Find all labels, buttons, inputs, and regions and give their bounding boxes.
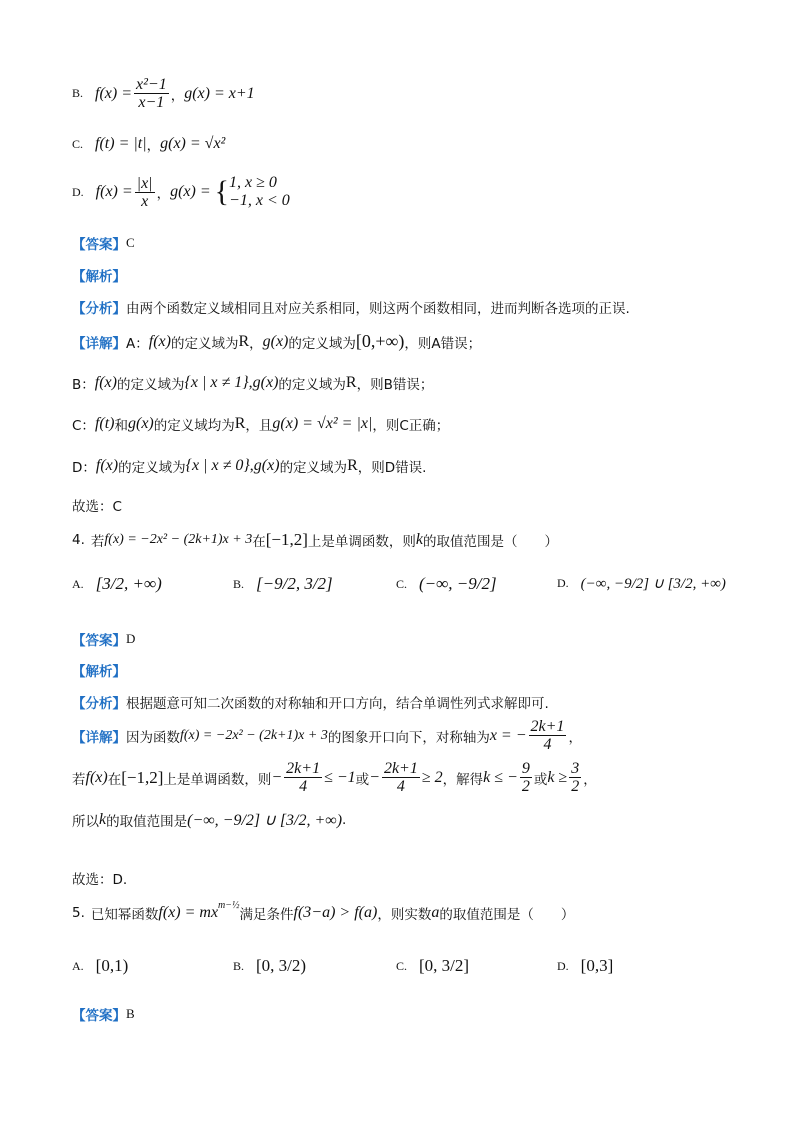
q4-option-a[interactable]: A. [3/2, +∞) bbox=[72, 574, 162, 593]
q4-detail-3: 所以 k 的取值范围是 (−∞, −9/2] ∪ [3/2, +∞) . bbox=[72, 811, 347, 830]
fraction: $\frac{|x|}{x}$ bbox=[136, 174, 153, 210]
q3-detail-b: B： f(x) 的定义域为 {x | x ≠ 1} , g(x) 的定义域为 R ，则B错误； bbox=[72, 374, 434, 393]
fraction: $\frac{\text{x²−1}}{x-1}$ bbox=[136, 76, 167, 111]
q5-option-a[interactable]: A. [0,1) bbox=[72, 956, 129, 975]
q4-option-d[interactable]: D. (−∞, −9/2] ∪ [3/2, +∞) bbox=[557, 576, 726, 592]
q5-answer: 【答案】 B bbox=[72, 1006, 135, 1024]
q4-detail-1: 【详解】 因为函数 f(x) = −2x² − (2k+1)x + 3 的图象开口向下，对称轴为 x = − $\frac{2k+1}{4}$ ， bbox=[72, 718, 582, 753]
q4-detail-2: 若 f(x) 在 [−1,2] 上是单调函数，则 − $\frac{2k+1}{4}$ ≤ −1 或 − $\frac{2k+1}{4}$ ≥ 2 ，解得 k ≤ − $\frac{9}{2}$ 或 k ≥ $\frac{3}{2}$ ， bbox=[72, 760, 597, 795]
q4-option-c[interactable]: C. (−∞, −9/2] bbox=[396, 574, 497, 593]
fraction: $\frac{2k+1}{4}$ bbox=[286, 760, 321, 795]
fraction: $\frac{2k+1}{4}$ bbox=[383, 760, 418, 795]
q3-choice: 故选：C bbox=[72, 499, 122, 515]
q3-analysis-heading: 【解析】 bbox=[72, 269, 126, 285]
q3-detail-c: C： f(t) 和 g(x) 的定义域均为 R ，且 g(x) = √x² = |x| ，则C正确； bbox=[72, 415, 450, 434]
q4-option-b[interactable]: B. [−9/2, 3/2] bbox=[233, 574, 333, 593]
option-b-prev: B. f(x) = $\frac{\text{x²−1}}{x-1}$ ， g(x) = x+1 bbox=[72, 76, 255, 111]
q5-stem: 5. 已知幂函数 f(x) = mx $^{m-\frac{1}{2}}$ 满足条件 f(3−a) > f(a) ，则实数 a 的取值范围是（ ） bbox=[72, 899, 575, 923]
option-c-prev: C. f(t) = |t| ， g(x) = √x² bbox=[72, 135, 226, 154]
q4-choice: 故选：D. bbox=[72, 872, 128, 888]
q3-answer: 【答案】 C bbox=[72, 235, 135, 253]
q4-stem: 4. 若 f(x) = −2x² − (2k+1)x + 3 在 [−1,2] 上是单调函数，则 k 的取值范围是（ ） bbox=[72, 530, 558, 550]
q4-fenxi: 【分析】 根据题意可知二次函数的对称轴和开口方向，结合单调性列式求解即可. bbox=[72, 696, 549, 712]
q5-option-d[interactable]: D. [0,3] bbox=[557, 956, 614, 975]
fraction: $\frac{9}{2}$ bbox=[521, 760, 530, 795]
fraction: $\frac{3}{2}$ bbox=[571, 760, 580, 795]
q4-analysis-heading: 【解析】 bbox=[72, 664, 126, 680]
q5-option-b[interactable]: B. [0, 3/2) bbox=[233, 956, 307, 975]
q5-option-c[interactable]: C. [0, 3/2] bbox=[396, 956, 470, 975]
fraction: $\frac{2k+1}{4}$ bbox=[530, 718, 565, 753]
q4-answer: 【答案】 D bbox=[72, 631, 136, 649]
piecewise-cases: 1, x ≥ 0 −1, x < 0 bbox=[229, 174, 290, 209]
q3-fenxi: 【分析】 由两个函数定义域相同且对应关系相同，则这两个函数相同，进而判断各选项的正误. bbox=[72, 301, 630, 317]
option-d-prev: D. f(x) = $\frac{|x|}{x}$ ， g(x) = { 1, x ≥ 0 −1, x < 0 bbox=[72, 174, 290, 210]
q3-detail-a: 【详解】 A： f(x) 的定义域为 R ， g(x) 的定义域为 [0,+∞) ，则A错误； bbox=[72, 331, 482, 352]
q3-detail-d: D： f(x) 的定义域为 {x | x ≠ 0} , g(x) 的定义域为 R ，则D错误. bbox=[72, 457, 427, 476]
